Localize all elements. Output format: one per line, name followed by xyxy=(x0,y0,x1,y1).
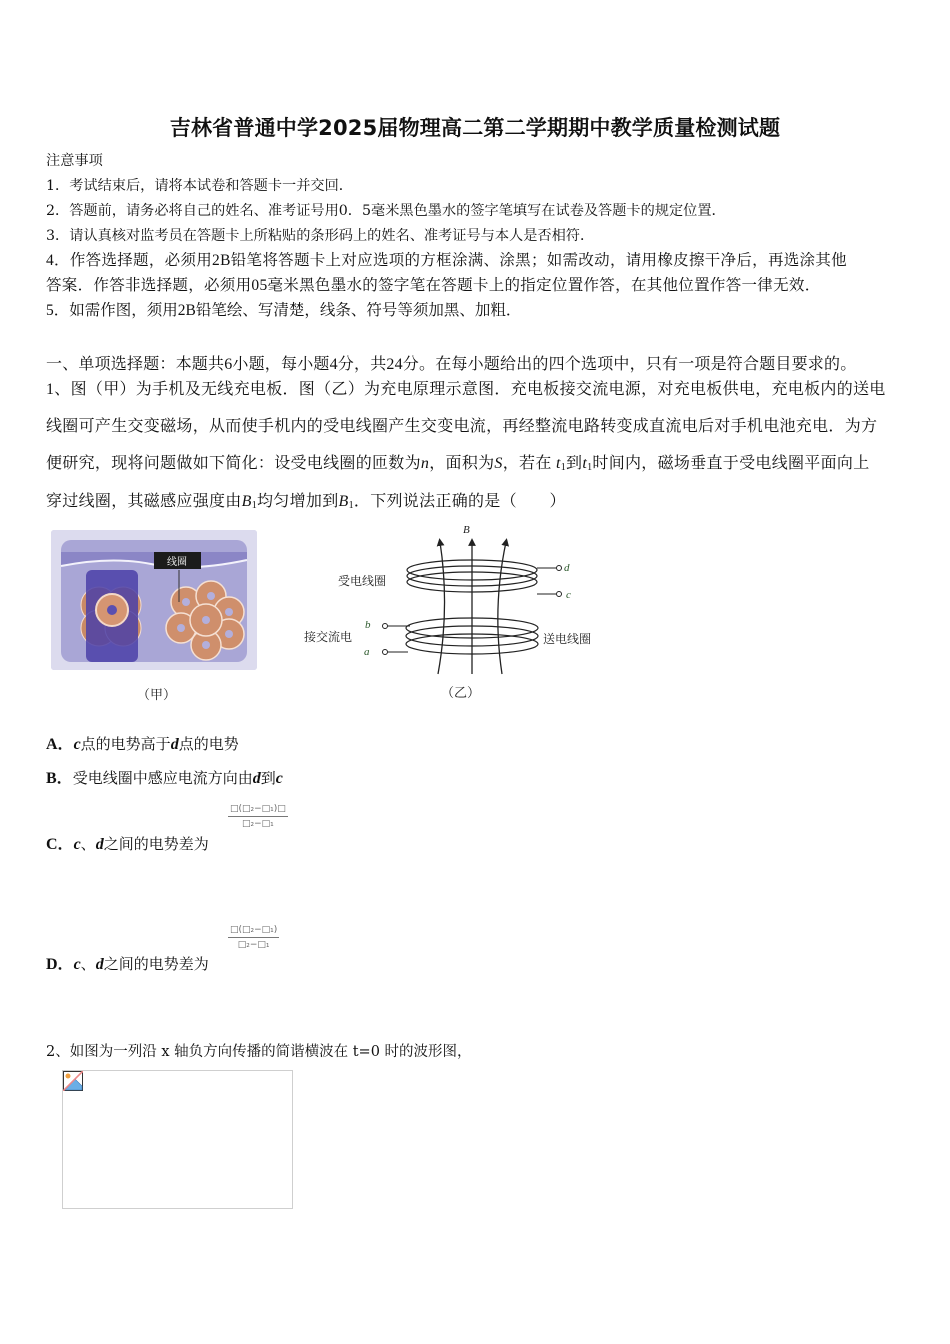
q1-line-3-text: 时间内，磁场垂直于受电线圈平面向上 xyxy=(592,455,870,472)
section-heading: 一、单项选择题：本题共6小题，每小题4分，共24分。在每小题给出的四个选项中，只有一项是符合题目要求的。 xyxy=(46,356,857,373)
var-t1 xyxy=(556,455,566,472)
label-receive-coil: 受电线圈 xyxy=(338,574,387,588)
subscript: 1 xyxy=(251,500,257,511)
subscript: 1 xyxy=(348,500,354,511)
option-letter: C． xyxy=(46,836,74,853)
var-S: S xyxy=(494,455,503,472)
option-c xyxy=(46,831,209,854)
var-c: c xyxy=(73,736,81,753)
var-n: n xyxy=(420,455,430,472)
notice-heading: 注意事项 xyxy=(46,153,103,169)
notice-item-4: 4．作答选择题，必须用2B铅笔将答题卡上对应选项的方框涂满、涂黑；如需改动，请用橡皮擦干净后，再选涂其他 xyxy=(46,252,847,269)
var-B2 xyxy=(339,493,354,510)
subscript: 1 xyxy=(560,462,567,473)
q1-line-3 xyxy=(46,450,870,473)
formula-numerator: □(□₂−□₁)□ xyxy=(228,804,288,817)
page-title: 吉林省普通中学2025届物理高二第二学期期中教学质量检测试题 xyxy=(169,116,781,140)
option-a xyxy=(46,731,239,754)
notice-item-3: 3．请认真核对监考员在答题卡上所粘贴的条形码上的姓名、准考证号与本人是否相符． xyxy=(46,228,595,244)
q1-line-4-text: 穿过线圈，其磁感应强度由 xyxy=(46,493,242,510)
option-text: 点的电势高于 xyxy=(80,735,171,753)
induction-coil-diagram xyxy=(300,518,610,688)
terminal-a: a xyxy=(364,646,370,658)
var-d: d xyxy=(95,956,104,973)
q1-line-4-text: 均匀增加到 xyxy=(257,493,339,510)
var-d: d xyxy=(170,736,179,753)
option-d xyxy=(46,951,209,974)
figure-coil-diagram xyxy=(300,518,610,688)
var-c: c xyxy=(275,770,283,787)
wave-figure-placeholder xyxy=(62,1070,293,1209)
subscript: 1 xyxy=(587,462,593,473)
option-text: 点的电势 xyxy=(178,735,239,753)
option-text: 之间的电势差为 xyxy=(103,955,209,973)
notice-item-4-cont: 答案．作答非选择题，必须用05毫米黑色墨水的签字笔在答题卡上的指定位置作答，在其他位置作答一律无效． xyxy=(46,277,821,294)
var-t: t xyxy=(582,455,588,472)
phone-charger-illustration xyxy=(51,530,257,670)
option-letter: D． xyxy=(46,956,74,973)
q1-line-4 xyxy=(46,488,566,511)
q1-line-3-text: 便研究，现将问题做如下简化：设受电线圈的匝数为 xyxy=(46,455,421,472)
q1-line-3-text: ，若在 xyxy=(502,455,552,472)
figure-yi-caption: （乙） xyxy=(441,686,481,701)
q1-line-4-text: ．下列说法正确的是（ ） xyxy=(353,493,566,510)
option-text: 、 xyxy=(80,955,96,973)
option-text: 之间的电势差为 xyxy=(103,835,209,853)
notice-item-5: 5．如需作图，须用2B铅笔绘、写清楚，线条、符号等须加黑、加粗． xyxy=(46,302,522,319)
q1-line-2: 线圈可产生交变磁场，从而使手机内的受电线圈产生交变电流，再经整流电路转变成直流电后对手机电池充电．为方 xyxy=(46,418,878,435)
option-text: 到 xyxy=(260,769,276,787)
var-c: c xyxy=(73,836,81,853)
var-d: d xyxy=(95,836,104,853)
formula-c xyxy=(228,804,288,829)
q2-text: 2、如图为一列沿 x 轴负方向传播的简谐横波在 t=0 时的波形图， xyxy=(46,1044,472,1060)
label-ac-input: 接交流电 xyxy=(304,630,353,644)
coil-label: 线圈 xyxy=(167,557,187,568)
var-B: B xyxy=(241,493,252,510)
var-t: t xyxy=(555,455,561,472)
formula-denominator: □₂−□₁ xyxy=(242,819,274,829)
formula-denominator: □₂−□₁ xyxy=(237,940,270,950)
formula-d xyxy=(228,925,279,950)
var-B1 xyxy=(242,493,257,510)
terminal-c: c xyxy=(566,589,571,601)
broken-image-icon xyxy=(63,1071,83,1091)
option-letter: A． xyxy=(46,736,74,753)
var-d: d xyxy=(252,770,261,787)
q1-line-1: 1、图（甲）为手机及无线充电板．图（乙）为充电原理示意图．充电板接交流电源，对充电板供电，充电板内的送电 xyxy=(46,381,886,398)
formula-numerator: □(□₂−□₁) xyxy=(228,925,279,938)
var-B: B xyxy=(338,493,349,510)
q1-line-3-text: 到 xyxy=(566,455,583,472)
q1-line-3-text: ，面积为 xyxy=(429,455,495,472)
option-letter: B． xyxy=(46,770,73,787)
figure-phone-charger xyxy=(51,530,257,670)
label-send-coil: 送电线圈 xyxy=(543,632,592,646)
notice-item-1: 1．考试结束后，请将本试卷和答题卡一并交回． xyxy=(46,178,353,194)
terminal-b: b xyxy=(365,619,371,631)
option-text: 、 xyxy=(80,835,96,853)
option-text: 受电线圈中感应电流方向由 xyxy=(72,769,253,787)
notice-item-2: 2．答题前，请务必将自己的姓名、准考证号用0．5毫米黑色墨水的签字笔填写在试卷及答题卡的规定位置． xyxy=(46,203,726,219)
label-B: B xyxy=(463,524,470,536)
var-c: c xyxy=(73,956,81,973)
var-t2 xyxy=(582,455,592,472)
option-b xyxy=(46,765,283,788)
terminal-d: d xyxy=(564,562,570,574)
figure-jia-caption: （甲） xyxy=(137,688,177,703)
